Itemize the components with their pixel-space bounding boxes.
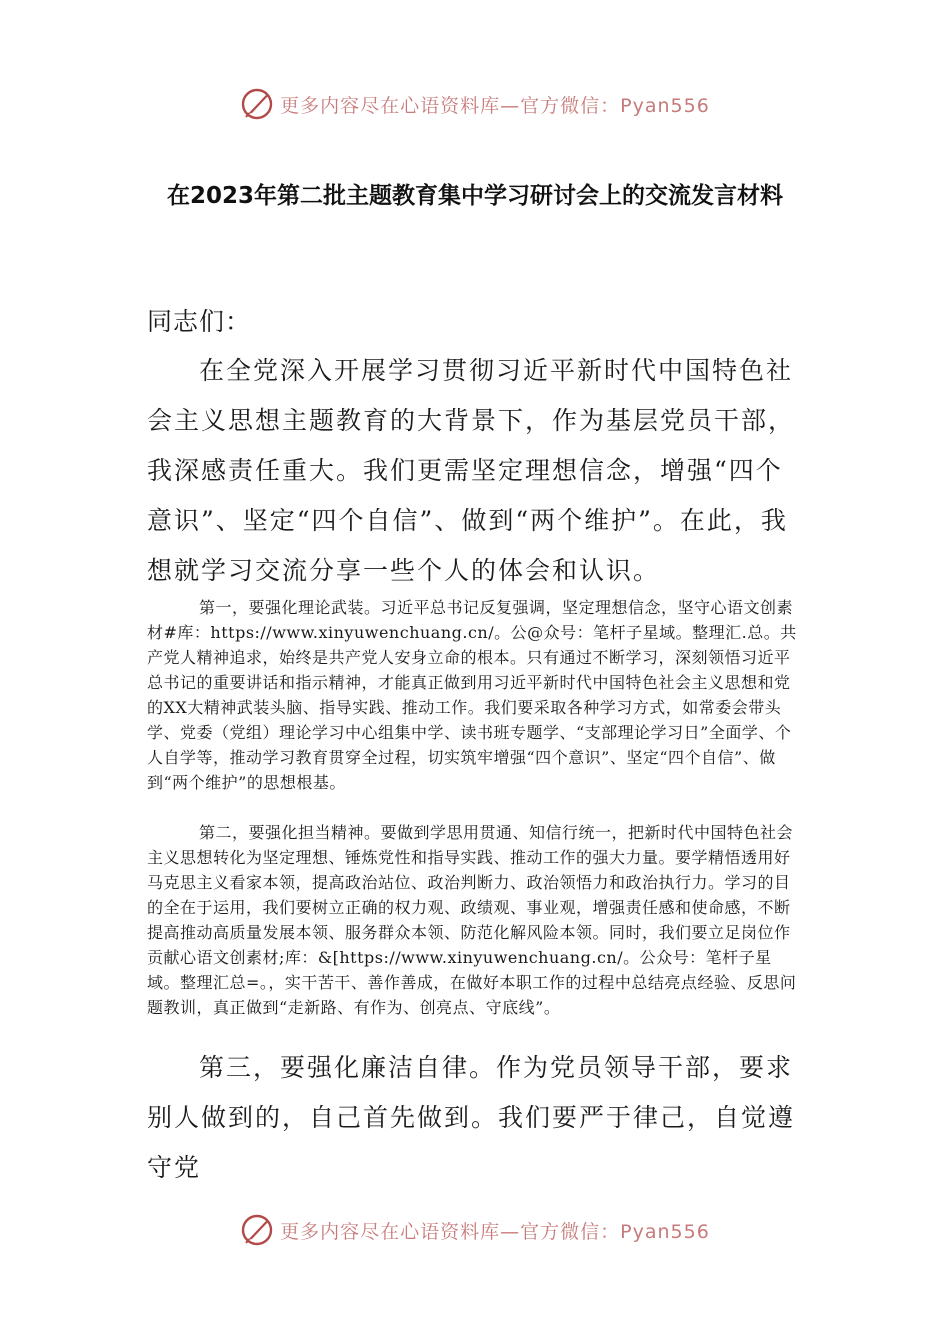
- watermark-text: 更多内容尽在心语资料库—官方微信：Pyan556: [280, 94, 710, 117]
- greeting: 同志们：: [147, 307, 252, 336]
- watermark-banner-top: [0, 82, 950, 126]
- document-title: 在2023年第二批主题教育集中学习研讨会上的交流发言材料: [166, 183, 783, 209]
- paragraph-third-point: 第三，要强化廉洁自律。作为党员领导干部，要求别人做到的，自己首先做到。我们要严于律己，自觉遵守党: [147, 1053, 796, 1182]
- quill-logo-icon: [240, 1213, 274, 1247]
- paragraph-intro: 在全党深入开展学习贯彻习近平新时代中国特色社会主义思想主题教育的大背景下，作为基层党员干部，我深感责任重大。我们更需坚定理想信念，增强“四个意识”、坚定“四个自信”、做到“两个维护”。在此，我想就学习交流分享一些个人的体会和认识。: [147, 356, 796, 585]
- paragraph-second-point: 第二，要强化担当精神。要做到学思用贯通、知信行统一，把新时代中国特色社会主义思想转化为坚定理想、锤炼党性和指导实践、推动工作的强大力量。要学精悟透用好马克思主义看家本领，提高政治站位、政治判断力、政治领悟力和政治执行力。学习的目的全在于运用，我们要树立正确的权力观、政绩观、事业观，增强责任感和使命感，不断提高推动高质量发展本领、服务群众本领、防范化解风险本领。同时，我们要立足岗位作贡献心语文创素材;库：&[https://www.xinyuwenchuang.cn/。公众号：笔杆子星域。整理汇总=。，实干苦干、善作善成，在做好本职工作的过程中总结亮点经验、反思问题教训，真正做到“走新路、有作为、创亮点、守底线”。: [147, 823, 797, 1017]
- quill-logo-icon: [240, 87, 274, 121]
- watermark-banner-bottom: [0, 1208, 950, 1252]
- watermark-text: 更多内容尽在心语资料库—官方微信：Pyan556: [280, 1220, 710, 1243]
- paragraph-first-point: 第一，要强化理论武装。习近平总书记反复强调，坚定理想信念，坚守心语文创素材#库：https://www.xinyuwenchuang.cn/。公@众号：笔杆子星域。整理汇.总。共产党人精神追求，始终是共产党人安身立命的根本。只有通过不断学习，深刻领悟习近平总书记的重要讲话和指示精神，才能真正做到用习近平新时代中国特色社会主义思想和党的XX大精神武装头脑、指导实践、推动工作。我们要采取各种学习方式，如常委会带头学、党委（党组）理论学习中心组集中学、读书班专题学、“支部理论学习日”全面学、个人自学等，推动学习教育贯穿全过程，切实筑牢增强“四个意识”、坚定“四个自信”、做到“两个维护”的思想根基。: [147, 598, 797, 792]
